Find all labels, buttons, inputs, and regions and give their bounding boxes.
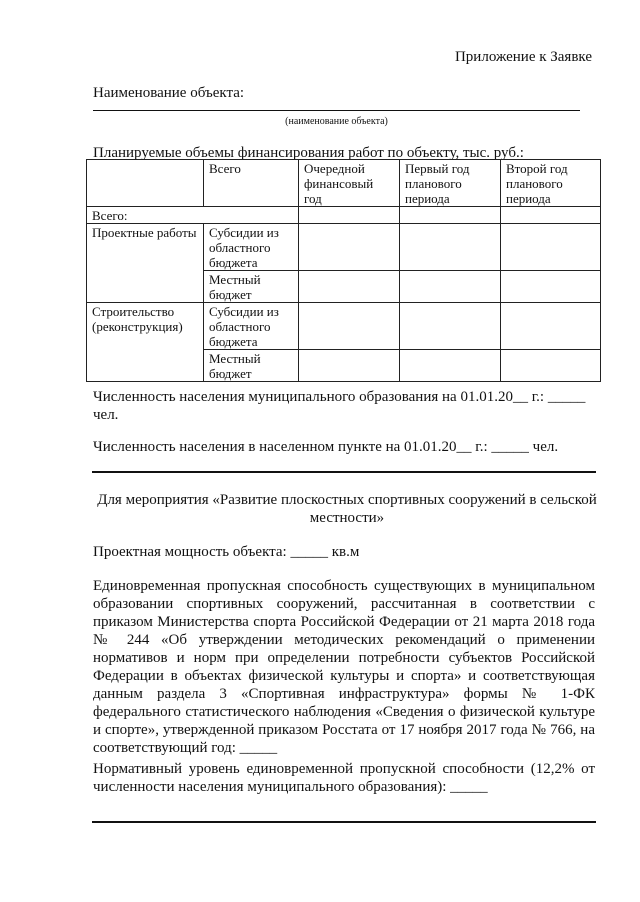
empty-cell — [501, 271, 601, 303]
financing-title: Планируемые объемы финансирования работ по объекту, тыс. руб.: — [93, 145, 524, 161]
table-row — [87, 224, 601, 271]
object-name-underline — [93, 110, 580, 111]
table-header-row — [87, 160, 601, 207]
empty-cell — [400, 303, 501, 350]
empty-cell — [501, 207, 601, 224]
appendix-heading: Приложение к Заявке — [454, 49, 592, 65]
table-row — [87, 303, 601, 350]
object-name-hint: (наименование объекта) — [285, 116, 388, 127]
empty-cell — [400, 350, 501, 382]
item-cell: Местный бюджет — [204, 271, 299, 303]
header-cell-empty — [87, 160, 204, 207]
empty-cell — [501, 224, 601, 271]
financing-table — [86, 159, 601, 382]
empty-cell — [400, 271, 501, 303]
throughput-paragraph: Единовременная пропускная способность существующих в муниципальном образовании спортивных сооружений, рассчитанная в соответствии с приказом Министерства спорта Российской Федерации от 21 марта 2018 года № 244 «Об утверждении методических рекомендаций о применении нормативов и норм при определении потребности субъектов Российской Федерации в объектах физической культуры и спорта» и соответствующая данным раздела 3 «Спортивная инфраструктура» формы № 1-ФК федерального статистического наблюдения «Сведения о физической культуре и спорте», утвержденной приказом Росстата от 17 ноября 2017 года № 766, на соответствующий год: _____ — [93, 578, 595, 756]
empty-cell — [299, 207, 400, 224]
event-title: Для мероприятия «Развитие плоскостных спортивных сооружений в сельской местности» — [97, 492, 597, 526]
design-capacity: Проектная мощность объекта: _____ кв.м — [93, 544, 360, 560]
header-cell-total: Всего — [204, 160, 299, 207]
group-cell-design: Проектные работы — [87, 224, 204, 303]
normative-paragraph: Нормативный уровень единовременной пропускной способности (12,2% от численности населения муниципального образования): _____ — [93, 761, 595, 795]
section-divider — [92, 471, 596, 473]
item-cell: Субсидии из областного бюджета — [204, 303, 299, 350]
empty-cell — [501, 303, 601, 350]
empty-cell — [501, 350, 601, 382]
empty-cell — [299, 350, 400, 382]
item-cell: Субсидии из областного бюджета — [204, 224, 299, 271]
empty-cell — [299, 303, 400, 350]
empty-cell — [400, 224, 501, 271]
empty-cell — [299, 224, 400, 271]
object-name-label: Наименование объекта: — [93, 85, 245, 101]
header-cell-current-year: Очередной финансовый год — [299, 160, 400, 207]
total-label-cell: Всего: — [87, 207, 299, 224]
population-settlement: Численность населения в населенном пункте на 01.01.20__ г.: _____ чел. — [93, 439, 559, 455]
table-row-total — [87, 207, 601, 224]
header-cell-first-plan-year: Первый год планового периода — [400, 160, 501, 207]
population-municipal: Численность населения муниципального образования на 01.01.20__ г.: _____ чел. — [93, 389, 586, 423]
header-cell-second-plan-year: Второй год планового периода — [501, 160, 601, 207]
bottom-divider — [92, 821, 596, 823]
empty-cell — [400, 207, 501, 224]
group-cell-construction: Строительство (реконструкция) — [87, 303, 204, 382]
item-cell: Местный бюджет — [204, 350, 299, 382]
empty-cell — [299, 271, 400, 303]
